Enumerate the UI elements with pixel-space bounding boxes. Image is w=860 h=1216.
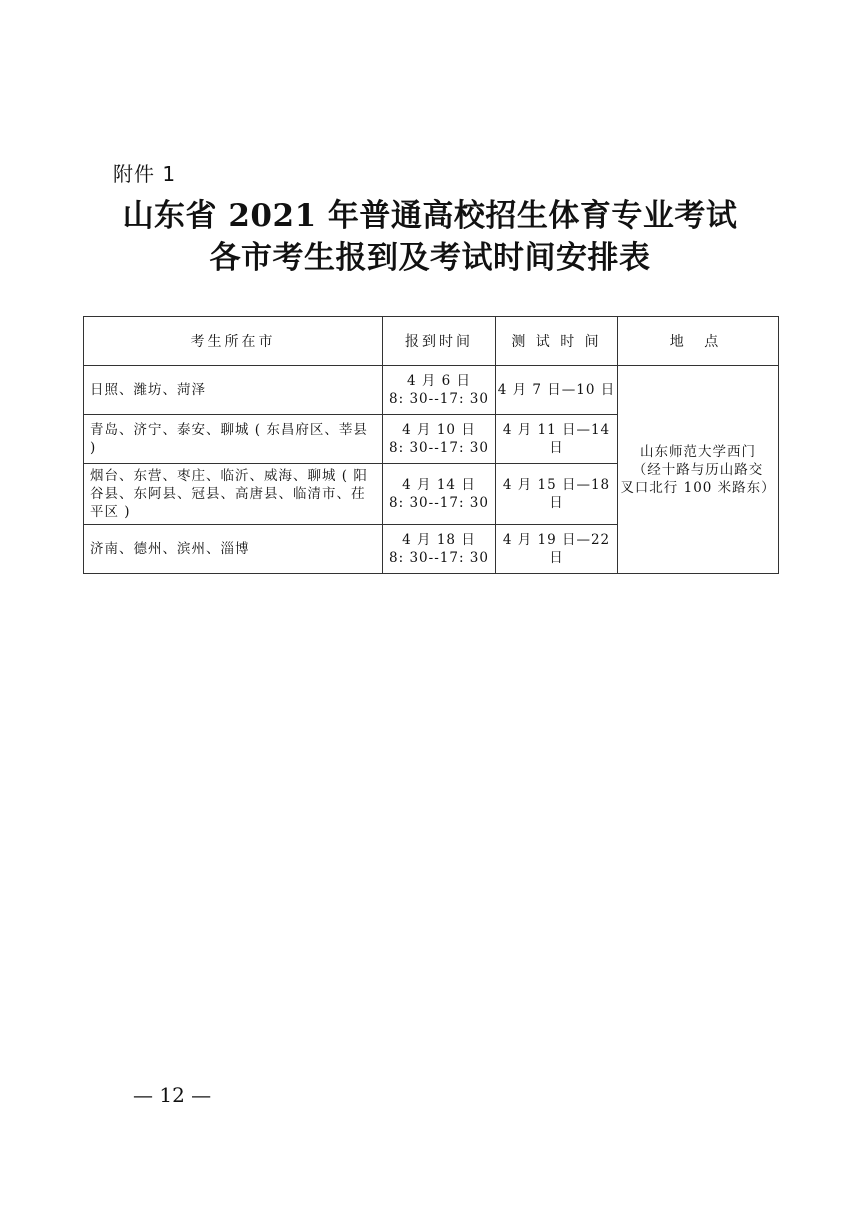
- row-test-time: 4 月 11 日—14 日: [496, 415, 618, 464]
- row-register-time: 4 月 6 日 8: 30--17: 30: [383, 366, 496, 415]
- table-row: [84, 366, 779, 415]
- exam-location: [618, 366, 779, 574]
- row-cities: 烟台、东营、枣庄、临沂、威海、聊城 ( 阳谷县、东阿县、冠县、高唐县、临清市、茌平区 ): [84, 464, 383, 525]
- row-test-time: 4 月 15 日—18 日: [496, 464, 618, 525]
- row-test-time: 4 月 7 日—10 日: [496, 366, 618, 415]
- header-register-time: 报到时间: [383, 317, 496, 366]
- location-line: 叉口北行 100 米路东）: [620, 479, 776, 496]
- table-header-row: [84, 317, 779, 366]
- row-register-time: 4 月 10 日 8: 30--17: 30: [383, 415, 496, 464]
- page-number: — 12 —: [133, 1083, 212, 1107]
- document-title-line-1: 山东省 2021 年普通高校招生体育专业考试: [122, 198, 738, 234]
- row-test-time: 4 月 19 日—22 日: [496, 525, 618, 574]
- row-register-time: 4 月 18 日 8: 30--17: 30: [383, 525, 496, 574]
- header-city: 考生所在市: [84, 317, 383, 366]
- header-test-time: 测 试 时 间: [496, 317, 618, 366]
- location-line: 山东师范大学西门: [640, 443, 756, 460]
- header-location: 地 点: [618, 317, 779, 366]
- row-cities: 日照、潍坊、菏泽: [84, 366, 383, 415]
- row-cities: 济南、德州、滨州、淄博: [84, 525, 383, 574]
- row-register-time: 4 月 14 日 8: 30--17: 30: [383, 464, 496, 525]
- attachment-label: 附件 1: [113, 162, 177, 186]
- document-title-line-2: 各市考生报到及考试时间安排表: [209, 240, 651, 276]
- location-line: （经十路与历山路交: [632, 461, 764, 478]
- row-cities: 青岛、济宁、泰安、聊城 ( 东昌府区、莘县 ): [84, 415, 383, 464]
- schedule-table: [83, 316, 779, 574]
